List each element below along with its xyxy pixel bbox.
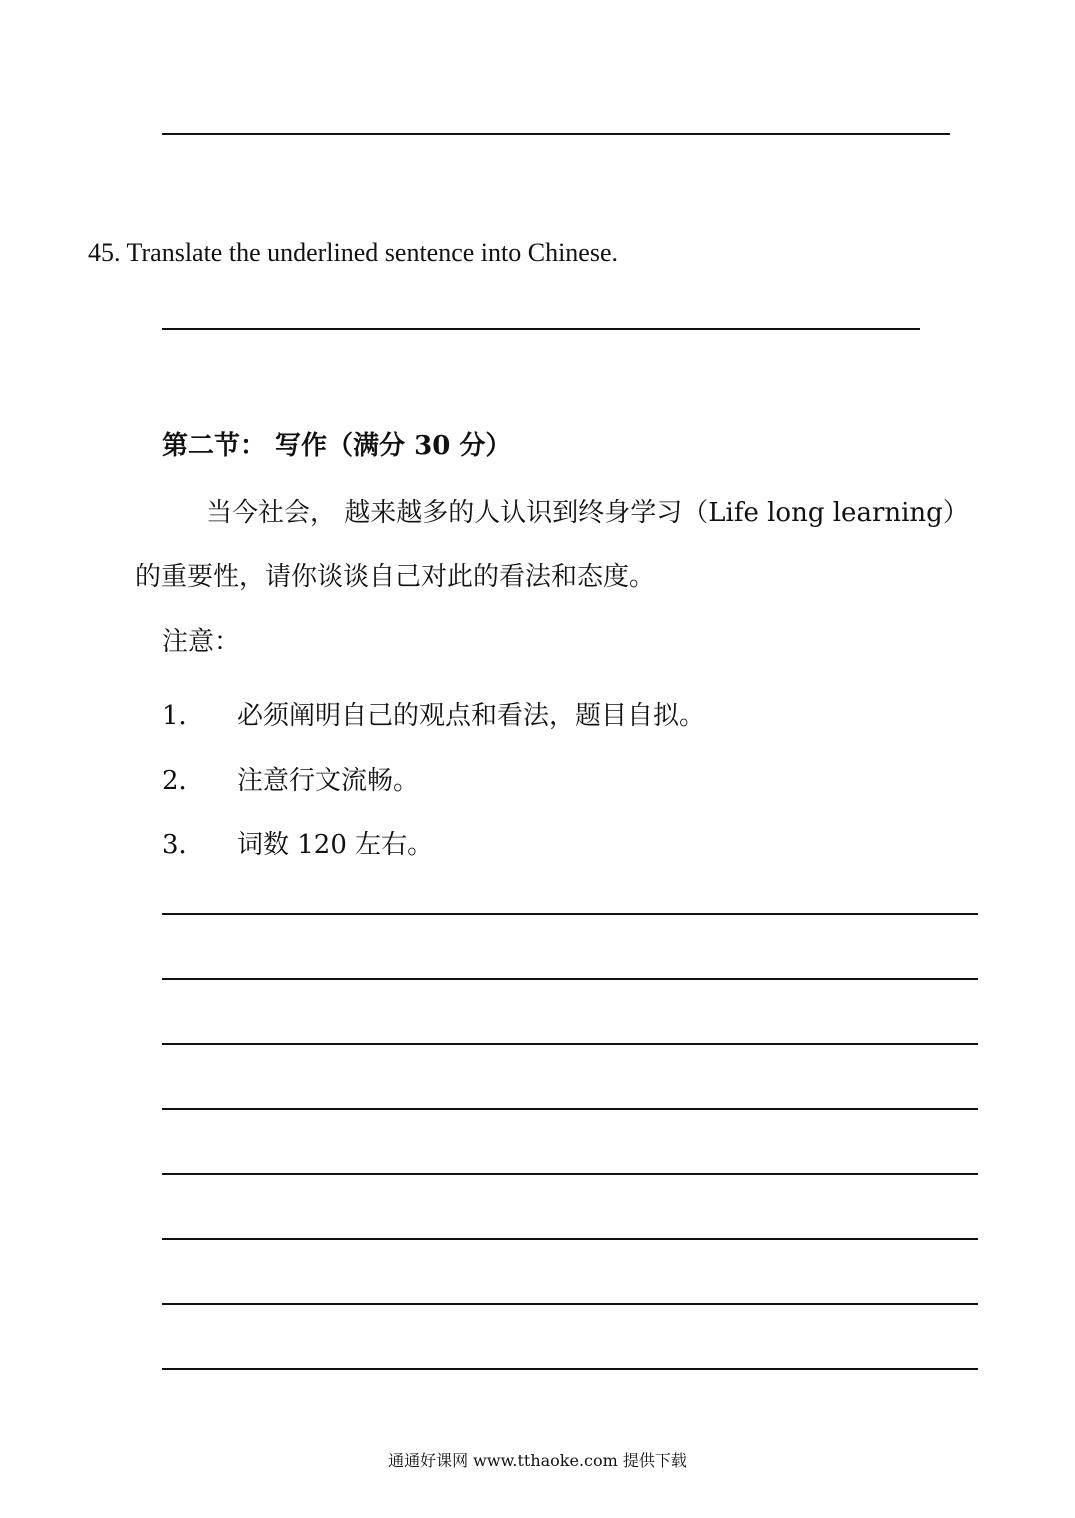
note-number: 3． [162, 830, 205, 860]
writing-line [162, 978, 978, 980]
answer-line-top [162, 133, 950, 135]
note-number: 2． [162, 766, 205, 796]
question-45-text: 45. Translate the underlined sentence into Chinese. [88, 238, 619, 267]
writing-line [162, 1368, 978, 1370]
writing-line [162, 1173, 978, 1175]
note-number: 1． [162, 701, 205, 731]
writing-prompt-line-2: 的重要性，请你谈谈自己对此的看法和态度。 [135, 562, 656, 592]
notes-label: 注意： [162, 627, 241, 657]
writing-line [162, 913, 978, 915]
writing-line [162, 1238, 978, 1240]
writing-line [162, 1303, 978, 1305]
answer-line-q45 [162, 328, 920, 330]
writing-line [162, 1043, 978, 1045]
writing-line [162, 1108, 978, 1110]
page-footer: 通通好课网 www.tthaoke.com 提供下载 [388, 1451, 687, 1470]
writing-prompt-line-1: 当今社会， 越来越多的人认识到终身学习（Life long learning） [206, 498, 969, 528]
note-text: 词数 120 左右。 [237, 830, 434, 860]
note-text: 必须阐明自己的观点和看法，题目自拟。 [237, 701, 706, 731]
note-text: 注意行文流畅。 [237, 766, 420, 796]
section-2-heading: 第二节： 写作（满分 30 分） [162, 431, 512, 461]
